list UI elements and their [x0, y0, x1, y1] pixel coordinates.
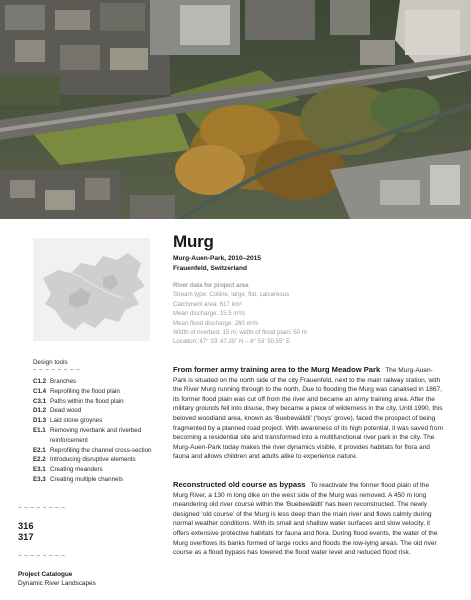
list-item	[33, 455, 163, 465]
list-item	[33, 426, 163, 446]
tool-label: Paths within the flood plain	[50, 397, 124, 405]
paragraph-text: To reactivate the former flood plain of the Murg River, a 130 m long dike on the west side of the Murg was removed. A 450 m long meandering old river course within the ‘Buebewäldli’ has been reconstructed. The newly designed ‘old course’ of the Murg is less deep than the main river and flows calmly during normal weather conditions. With its small and shallow water surfaces and slow velocity, it offers extensive protective habitats for fauna and flora. During flood events, the water of the Murg overflows its banks formed of large rocks and floods the low-lying areas. The old river course as a flood bypass has lowered the flood water level and reduced flood risk.	[173, 482, 438, 557]
tool-label: Branches	[50, 378, 77, 385]
catalogue-subtitle: Dynamic River Landscapes	[18, 580, 96, 588]
list-item	[33, 406, 163, 416]
river-data	[173, 281, 307, 347]
page-numbers	[18, 521, 34, 543]
project-subtitle	[173, 254, 261, 273]
divider: – – – – – – – –	[18, 505, 66, 511]
body-paragraph	[173, 480, 444, 558]
paragraph-text: The Murg-Auen-Park is situated on the north side of the city Frauenfeld, next to the main railway station, with the River Murg running through to the north. Due to flooding the Murg was canalised in 1867, its former flood plain was cut off from the river and became an army training area. After the military grounds fell into disuse, they became a piece of wilderness in the city. Until 1990, this beloved woodland area, known as ‘Buebewäldli’ (‘boys’ grove), faced the prospect of being fragmented by a planned road project. With awareness of its high potential, it was saved from becoming a residential site and transformed into a multifunctional river park in the city. The Murg-Auen-Park today makes the river dynamics visible, it provides habitats for flora and fauna and allows children and adults alike to experience nature.	[173, 367, 444, 461]
river-data-line: Stream type: Colline, large, flat, calcareous	[173, 291, 290, 299]
tool-label: Creating multiple channels	[50, 475, 123, 483]
river-data-line: Catchment area: 617 km²	[173, 300, 242, 308]
tool-code: E1.1	[33, 426, 46, 434]
body-paragraph	[173, 365, 444, 462]
catalogue-label	[18, 570, 96, 589]
tool-label: Reprofiling the channel cross-section	[50, 446, 152, 454]
tool-code: C1.4	[33, 387, 47, 395]
tool-label: Dead wood	[50, 407, 82, 415]
tool-code: C1.2	[33, 378, 47, 385]
aerial-photo	[0, 0, 471, 219]
tool-label: Reprofiling the flood plain	[50, 387, 120, 395]
list-item	[33, 446, 163, 456]
paragraph-heading: From former army training area to the Murg Meadow Park	[173, 365, 381, 374]
project-name-date: Murg-Auen-Park, 2010–2015	[173, 255, 261, 262]
list-item	[33, 416, 163, 426]
tool-code: E3.3	[33, 475, 46, 483]
design-tools-heading: Design tools	[33, 359, 68, 366]
project-location: Frauenfeld, Switzerland	[173, 264, 248, 272]
river-data-line: Mean flood discharge: 260 m³/s	[173, 319, 259, 327]
page-number: 317	[18, 532, 34, 542]
river-data-line: Mean discharge: 15.5 m³/s	[173, 310, 246, 318]
tool-label: Removing riverbank and riverbed reinforcement	[50, 426, 142, 444]
tool-code: E2.2	[33, 456, 46, 464]
paragraph-heading: Reconstructed old course as bypass	[173, 480, 306, 489]
tool-label: Creating meanders	[50, 466, 103, 474]
river-data-line: Location: 47° 33’ 47.35” N – 8° 53’ 50.55” E	[173, 338, 291, 346]
tool-code: E3.1	[33, 466, 46, 474]
design-tools-list	[33, 377, 163, 485]
list-item	[33, 387, 163, 397]
river-data-heading: River data for project area	[173, 282, 249, 289]
tool-code: C3.1	[33, 397, 47, 405]
divider: – – – – – – – –	[18, 553, 66, 559]
project-title: Murg	[173, 232, 214, 251]
list-item	[33, 377, 163, 387]
tool-label: Laid stone groynes	[50, 417, 103, 425]
river-data-line: Width of riverbed: 15 m; width of flood plain: 50 m	[173, 329, 307, 337]
list-item	[33, 465, 163, 475]
locator-map	[33, 238, 150, 341]
list-item	[33, 475, 163, 485]
catalogue-title: Project Catalogue	[18, 571, 73, 578]
page-number: 316	[18, 521, 34, 531]
tool-label: Introducing disruptive elements	[50, 456, 136, 464]
tool-code: D1.3	[33, 417, 47, 425]
tool-code: D1.2	[33, 407, 47, 415]
divider: – – – – – – – –	[33, 367, 81, 373]
tool-code: E2.1	[33, 446, 46, 454]
list-item	[33, 397, 163, 407]
